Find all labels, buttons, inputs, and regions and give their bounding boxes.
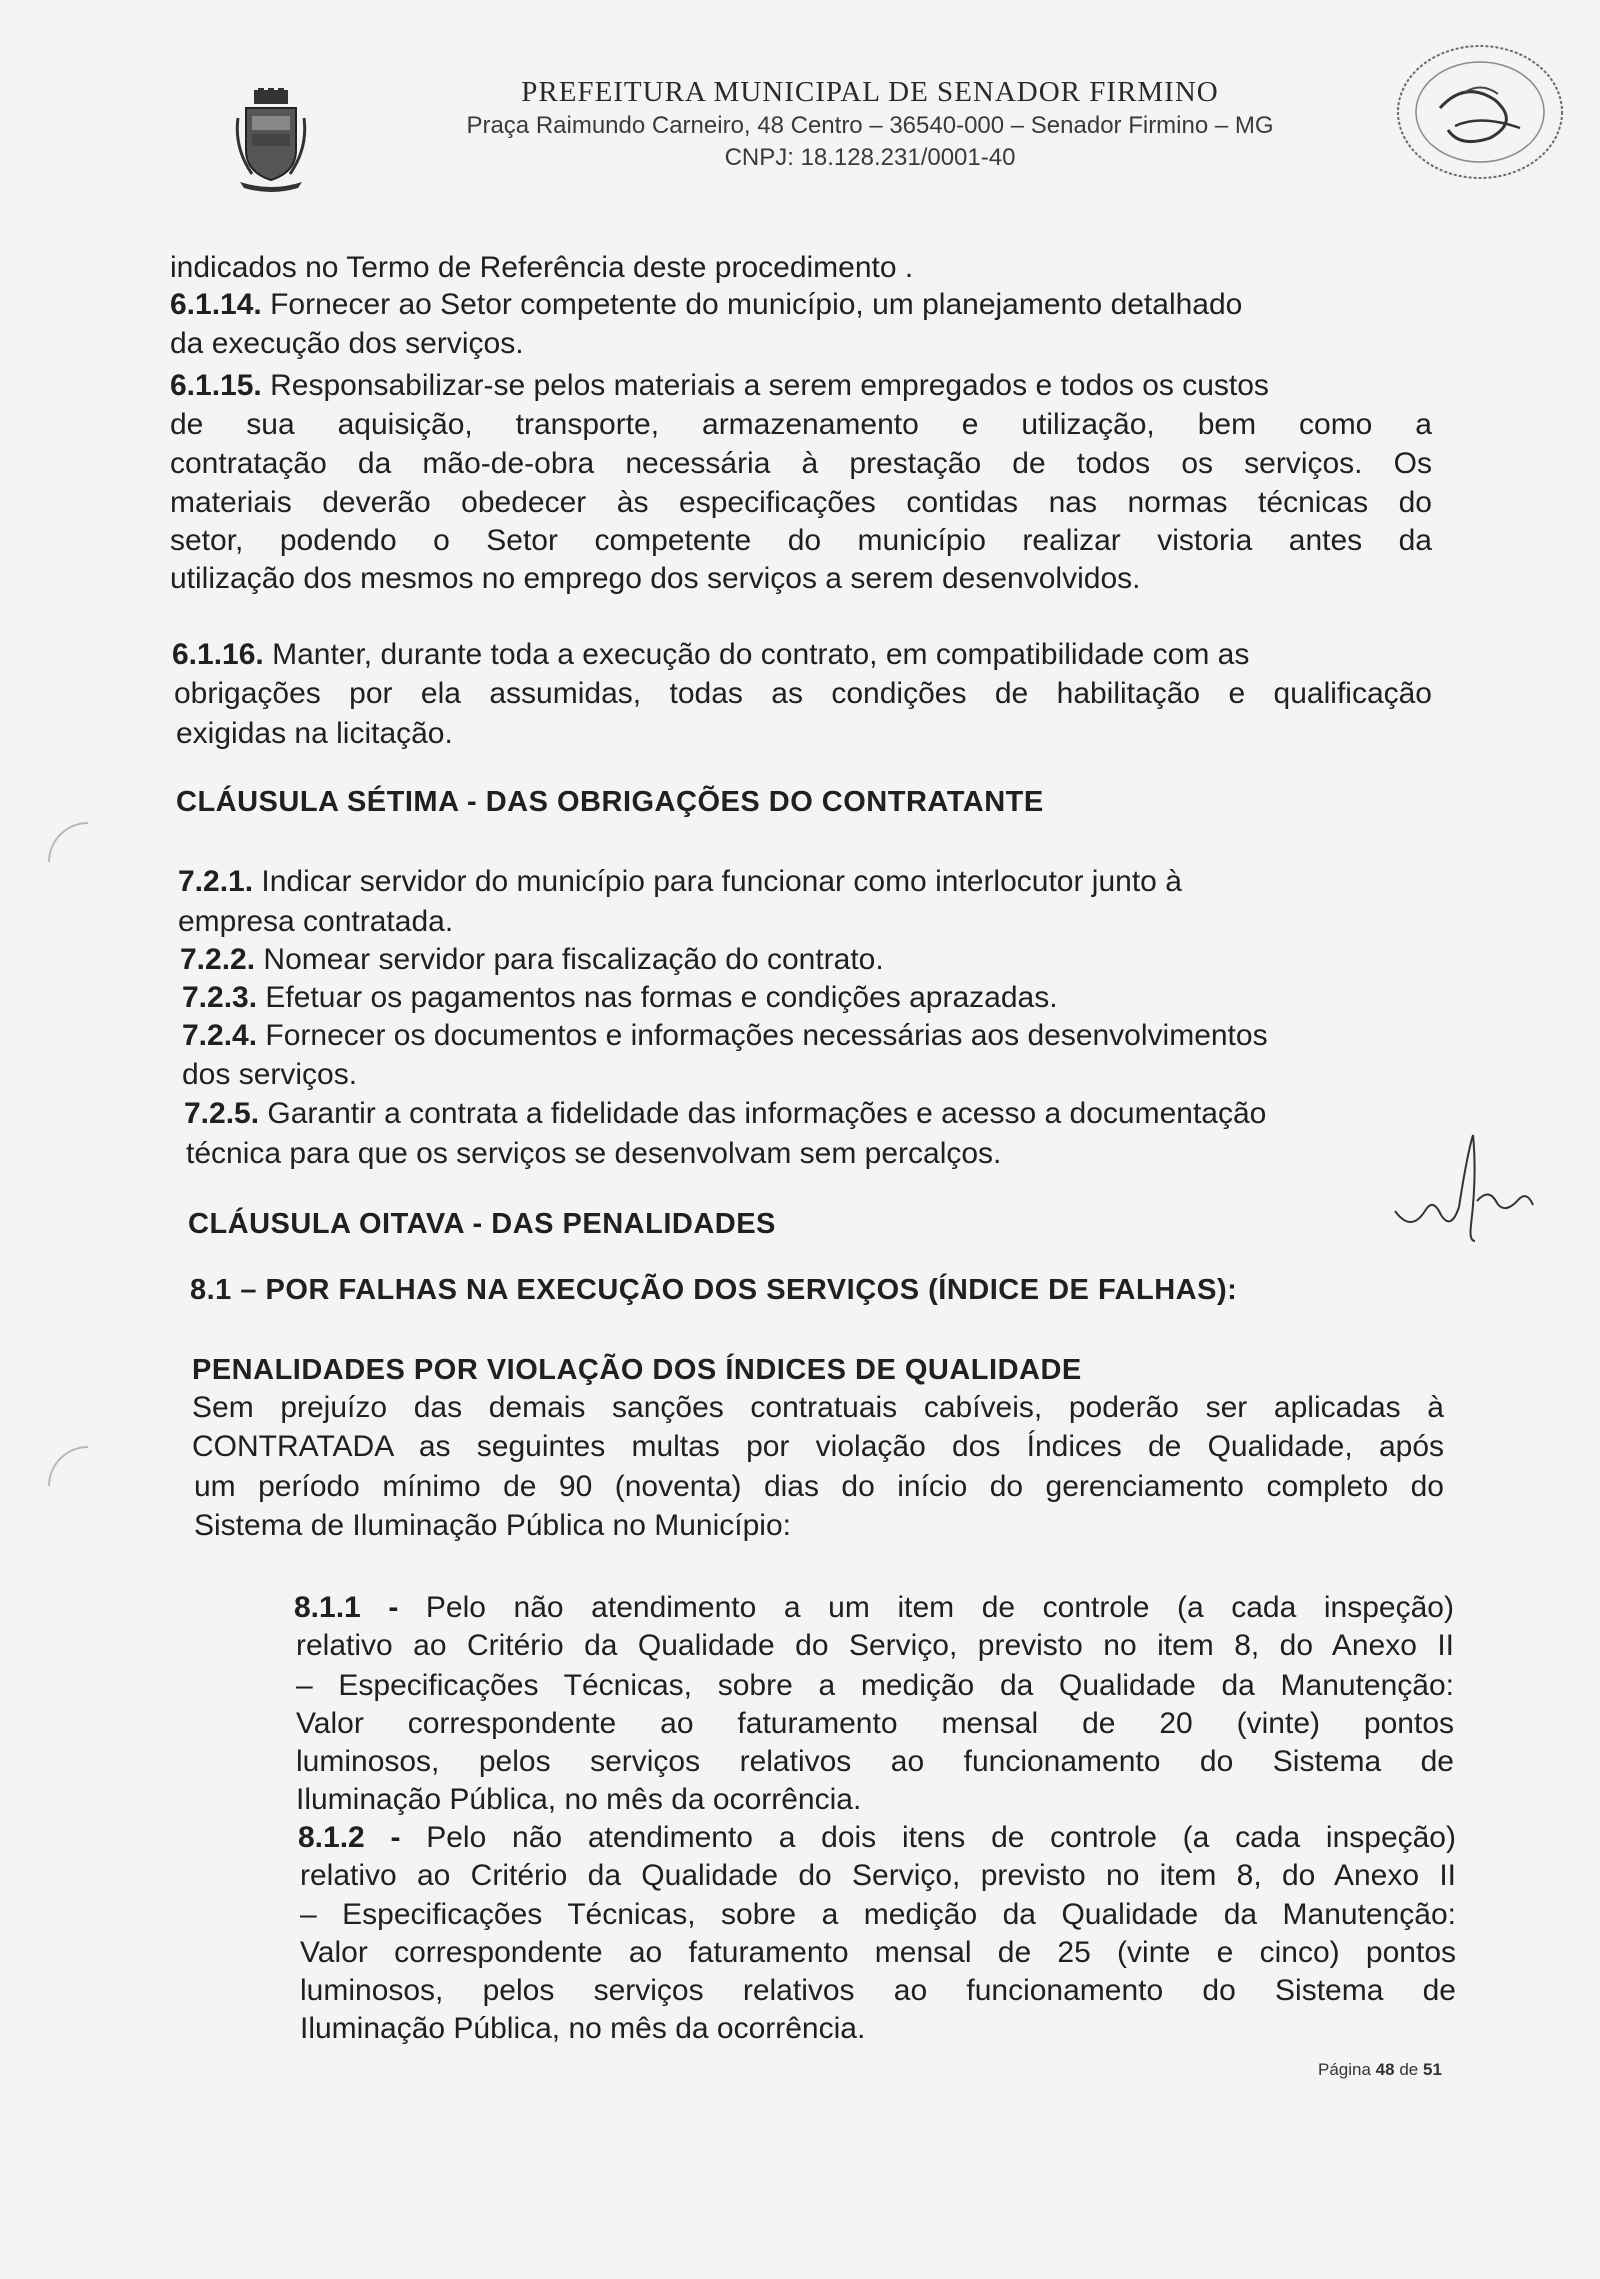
text-line: de sua aquisição, transporte, armazenamento e utilização, bem como a bbox=[170, 408, 1432, 441]
text-line: Sistema de Iluminação Pública no Município: bbox=[194, 1509, 791, 1542]
text-line: relativo ao Critério da Qualidade do Serviço, previsto no item 8, do Anexo II bbox=[300, 1859, 1456, 1892]
clause-text: Efetuar os pagamentos nas formas e condições aprazadas. bbox=[265, 981, 1058, 1014]
clause-number: 7.2.1. bbox=[178, 865, 254, 898]
clause-text: Indicar servidor do município para funcionar como interlocutor junto à bbox=[261, 865, 1182, 898]
text-line: da execução dos serviços. bbox=[170, 327, 524, 360]
clause-7-2-2 bbox=[180, 942, 884, 978]
clause-number: 6.1.15. bbox=[170, 369, 262, 402]
text-line: setor, podendo o Setor competente do município realizar vistoria antes da bbox=[170, 524, 1432, 557]
clause-6-1-14 bbox=[170, 287, 1242, 323]
clause-text: Nomear servidor para fiscalização do contrato. bbox=[263, 943, 884, 976]
text-line: Sem prejuízo das demais sanções contratuais cabíveis, poderão ser aplicadas à bbox=[192, 1391, 1444, 1424]
text-line: um período mínimo de 90 (noventa) dias do início do gerenciamento completo do bbox=[194, 1470, 1444, 1503]
text-line: Valor correspondente ao faturamento mensal de 20 (vinte) pontos bbox=[296, 1707, 1454, 1740]
text-line: técnica para que os serviços se desenvolvam sem percalços. bbox=[186, 1137, 1002, 1170]
clause-text: Pelo não atendimento a dois itens de controle (a cada inspeção) bbox=[426, 1821, 1456, 1854]
clause-number: 6.1.16. bbox=[172, 638, 264, 671]
clause-7-2-3 bbox=[182, 980, 1058, 1016]
handwritten-initials-icon bbox=[1385, 1115, 1535, 1245]
clause-text: Manter, durante toda a execução do contrato, em compatibilidade com as bbox=[272, 638, 1250, 671]
clause-number: 7.2.4. bbox=[182, 1019, 258, 1052]
clause-number: 7.2.3. bbox=[182, 981, 258, 1014]
header-title: PREFEITURA MUNICIPAL DE SENADOR FIRMINO bbox=[521, 76, 1219, 108]
text-line: indicados no Termo de Referência deste procedimento . bbox=[170, 251, 914, 284]
page-label: Página bbox=[1318, 2060, 1371, 2079]
text-line: contratação da mão-de-obra necessária à prestação de todos os serviços. Os bbox=[170, 447, 1432, 480]
text-line: – Especificações Técnicas, sobre a medição da Qualidade da Manutenção: bbox=[296, 1669, 1454, 1702]
text-line: luminosos, pelos serviços relativos ao funcionamento do Sistema de bbox=[300, 1974, 1456, 2007]
clause-number: 8.1.1 - bbox=[294, 1591, 399, 1624]
text-line: CONTRATADA as seguintes multas por violação dos Índices de Qualidade, após bbox=[192, 1430, 1444, 1463]
page-total: 51 bbox=[1422, 2060, 1442, 2079]
clause-number: 6.1.14. bbox=[170, 288, 262, 321]
clause-number: 7.2.2. bbox=[180, 943, 256, 976]
page-current: 48 bbox=[1375, 2060, 1395, 2079]
punch-mark bbox=[48, 822, 88, 862]
clause-text: Garantir a contrata a fidelidade das informações e acesso a documentação bbox=[267, 1097, 1267, 1130]
subsection-heading-8-1: 8.1 – POR FALHAS NA EXECUÇÃO DOS SERVIÇOS (ÍNDICE DE FALHAS): bbox=[190, 1274, 1238, 1306]
clause-text: Responsabilizar-se pelos materiais a serem empregados e todos os custos bbox=[270, 369, 1269, 402]
clause-text: Fornecer ao Setor competente do município, um planejamento detalhado bbox=[270, 288, 1243, 321]
clause-7-2-5 bbox=[184, 1096, 1266, 1132]
section-heading-clausula-oitava: CLÁUSULA OITAVA - DAS PENALIDADES bbox=[188, 1208, 776, 1240]
text-line: Iluminação Pública, no mês da ocorrência. bbox=[300, 2012, 866, 2045]
clause-7-2-1 bbox=[178, 864, 1182, 900]
text-line: materiais deverão obedecer às especificações contidas nas normas técnicas do bbox=[170, 486, 1432, 519]
text-line: Valor correspondente ao faturamento mensal de 25 (vinte e cinco) pontos bbox=[300, 1936, 1456, 1969]
clause-6-1-16 bbox=[172, 637, 1249, 673]
clause-number: 8.1.2 - bbox=[298, 1821, 401, 1854]
clause-text: Fornecer os documentos e informações necessárias aos desenvolvimentos bbox=[265, 1019, 1268, 1052]
text-line: luminosos, pelos serviços relativos ao funcionamento do Sistema de bbox=[296, 1745, 1454, 1778]
text-line: obrigações por ela assumidas, todas as condições de habilitação e qualificação bbox=[174, 677, 1432, 710]
commission-stamp-icon bbox=[1370, 30, 1570, 190]
text-line: relativo ao Critério da Qualidade do Serviço, previsto no item 8, do Anexo II bbox=[296, 1629, 1454, 1662]
text-line: – Especificações Técnicas, sobre a medição da Qualidade da Manutenção: bbox=[300, 1898, 1456, 1931]
text-line: dos serviços. bbox=[182, 1058, 358, 1091]
clause-text: Pelo não atendimento a um item de controle (a cada inspeção) bbox=[425, 1591, 1454, 1624]
text-line: empresa contratada. bbox=[178, 905, 454, 938]
text-line: exigidas na licitação. bbox=[176, 717, 453, 750]
punch-mark bbox=[48, 1446, 88, 1486]
page-number bbox=[1318, 2060, 1442, 2080]
section-heading-clausula-setima: CLÁUSULA SÉTIMA - DAS OBRIGAÇÕES DO CONTRATANTE bbox=[176, 786, 1044, 818]
text-line: utilização dos mesmos no emprego dos serviços a serem desenvolvidos. bbox=[170, 562, 1141, 595]
municipal-crest-icon bbox=[232, 88, 310, 192]
header-address: Praça Raimundo Carneiro, 48 Centro – 36540-000 – Senador Firmino – MG bbox=[466, 112, 1274, 139]
clause-number: 7.2.5. bbox=[184, 1097, 260, 1130]
clause-7-2-4 bbox=[182, 1018, 1268, 1054]
clause-8-1-2 bbox=[298, 1820, 1456, 1856]
subsection-heading-penalidades: PENALIDADES POR VIOLAÇÃO DOS ÍNDICES DE QUALIDADE bbox=[192, 1354, 1082, 1386]
header-cnpj: CNPJ: 18.128.231/0001-40 bbox=[724, 144, 1016, 171]
clause-6-1-15 bbox=[170, 368, 1269, 404]
text-line: Iluminação Pública, no mês da ocorrência. bbox=[296, 1783, 862, 1816]
page-separator: de bbox=[1399, 2060, 1419, 2079]
clause-8-1-1 bbox=[294, 1590, 1454, 1626]
